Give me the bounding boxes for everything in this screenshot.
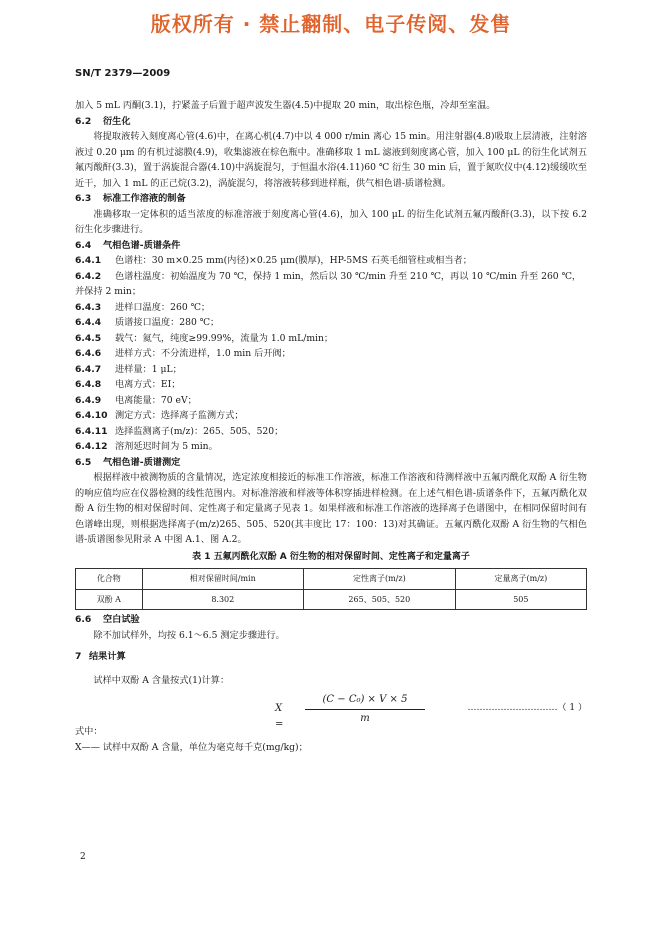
section-heading-6-6: 6.6 空白试验	[75, 614, 140, 625]
section-body-6-6: 除不加试样外，均按 6.1～6.5 测定步骤进行。	[93, 629, 285, 641]
condition-item: 6.4.12 溶剂延迟时间为 5 min。	[75, 441, 218, 452]
section-heading-6-5: 6.5 气相色谱-质谱测定	[75, 456, 181, 468]
page-number: 2	[80, 852, 86, 862]
condition-item: 6.4.5 载气：氦气，纯度≥99.99%，流量为 1.0 mL/min；	[75, 332, 334, 344]
watermark: 版权所有 · 禁止翻制、电子传阅、发售	[150, 12, 512, 36]
section-heading-6-4: 6.4 气相色谱-质谱条件	[75, 239, 181, 251]
section-heading-6-2: 6.2 衍生化	[75, 115, 131, 127]
intro-paragraph: 加入 5 mL 丙酮(3.1)，拧紧盖子后置于超声波发生器(4.5)中提取 20 min，取出棕色瓶，冷却至室温。	[75, 100, 496, 111]
table-cell: 505	[455, 589, 586, 610]
table-header-cell: 相对保留时间/min	[142, 569, 303, 590]
condition-item: 6.4.7 进样量：1 μL；	[75, 363, 182, 375]
table-cell: 8.302	[142, 589, 303, 610]
formula-lhs: X =	[275, 703, 284, 730]
section-body-6-2: 将提取液转入刻度离心管(4.6)中，在离心机(4.7)中以 4 000 r/min 离心 15 min。用注射器(4.8)吸取上层清液，注射溶液过 0.20 μm 的有机过滤膜(4.9)，收集滤液在棕色瓶中。准确移取 1 mL 滤液到刻度离心管，加入 100 μL 的衍生化试剂五氟丙酸酐(3.3)，置于涡旋混合器(4.10)中涡旋混匀，于恒温水浴(4.11)60 ℃ 衍生 30 min 后，置于氮吹仪中(4.12)缓缓吹至近干，加入 1 mL 的正己烷(3.2)，涡旋混匀，将溶液转移到进样瓶，供气相色谱-质谱检测。	[75, 131, 587, 189]
formula-where: 式中：	[75, 726, 103, 737]
table-cell: 265、505、520	[303, 589, 455, 610]
section-heading-7: 7 结果计算	[75, 651, 126, 662]
equation-number: …………………………（ 1 ）	[467, 703, 587, 713]
formula-fraction	[305, 692, 425, 726]
formula-1	[75, 690, 587, 730]
condition-item: 6.4.8 电离方式：EI；	[75, 379, 181, 390]
formula-numerator: (C − C₀) × V × 5	[305, 692, 425, 710]
condition-item: 6.4.6 进样方式：不分流进样，1.0 min 后开阀；	[75, 348, 291, 359]
formula-definition: X—— 试样中双酚 A 含量，单位为毫克每千克(mg/kg)；	[75, 741, 308, 753]
condition-item: 6.4.1 色谱柱：30 m×0.25 mm(内径)×0.25 μm(膜厚)，HP-5MS 石英毛细管柱或相当者；	[75, 255, 472, 266]
retention-ions-table	[75, 568, 587, 610]
condition-item: 6.4.2 色谱柱温度：初始温度为 70 ℃，保持 1 min，然后以 30 ℃/min 升至 210 ℃，再以 10 ℃/min 升至 260 ℃，并保持 2 min；	[75, 270, 582, 297]
table-header-cell: 定性离子(m/z)	[303, 569, 455, 590]
document-body	[75, 98, 587, 755]
standard-code: SN/T 2379—2009	[75, 68, 171, 79]
table-header-cell: 定量离子(m/z)	[455, 569, 586, 590]
condition-item: 6.4.11 选择监测离子(m/z)：265、505、520；	[75, 425, 284, 437]
table-row	[76, 589, 587, 610]
table-cell: 双酚 A	[76, 589, 143, 610]
formula-intro: 试样中双酚 A 含量按式(1)计算：	[93, 674, 230, 686]
table-header-row	[76, 569, 587, 590]
gc-ms-conditions-list	[75, 253, 587, 455]
condition-item: 6.4.10 测定方式：选择离子监测方式；	[75, 410, 244, 421]
condition-item: 6.4.9 电离能量：70 eV；	[75, 394, 197, 406]
table-header-cell: 化合物	[76, 569, 143, 590]
section-body-6-5: 根据样液中被测物质的含量情况，选定浓度相接近的标准工作溶液，标准工作溶液和待测样液中五氟丙酰化双酚 A 衍生物的响应值均应在仪器检测的线性范围内。对标准溶液和样液等体积穿插进样检测。在上述气相色谱-质谱条件下，五氟丙酰化双酚 A 衍生物的相对保留时间、定性离子和定量离子见表 1。如果样液和标准工作溶液的选择离子色谱图中，在相同保留时间有色谱峰出现，则根据选择离子(m/z)265、505、520(其丰度比 17：100：13)对其确证。五氟丙酰化双酚 A 衍生物的气相色谱-质谱图参见附录 A 中图 A.1、图 A.2。	[75, 472, 587, 545]
section-heading-6-3: 6.3 标准工作溶液的制备	[75, 193, 186, 204]
section-body-6-3: 准确移取一定体积的适当浓度的标准溶液于刻度离心管(4.6)，加入 100 μL 的衍生化试剂五氟丙酸酐(3.3)，以下按 6.2 衍生化步骤进行。	[75, 208, 587, 235]
condition-item: 6.4.4 质谱接口温度：280 ℃；	[75, 317, 220, 328]
condition-item: 6.4.3 进样口温度：260 ℃；	[75, 301, 211, 313]
table-caption: 表 1 五氟丙酰化双酚 A 衍生物的相对保留时间、定性离子和定量离子	[192, 551, 470, 562]
formula-denominator: m	[360, 712, 370, 724]
